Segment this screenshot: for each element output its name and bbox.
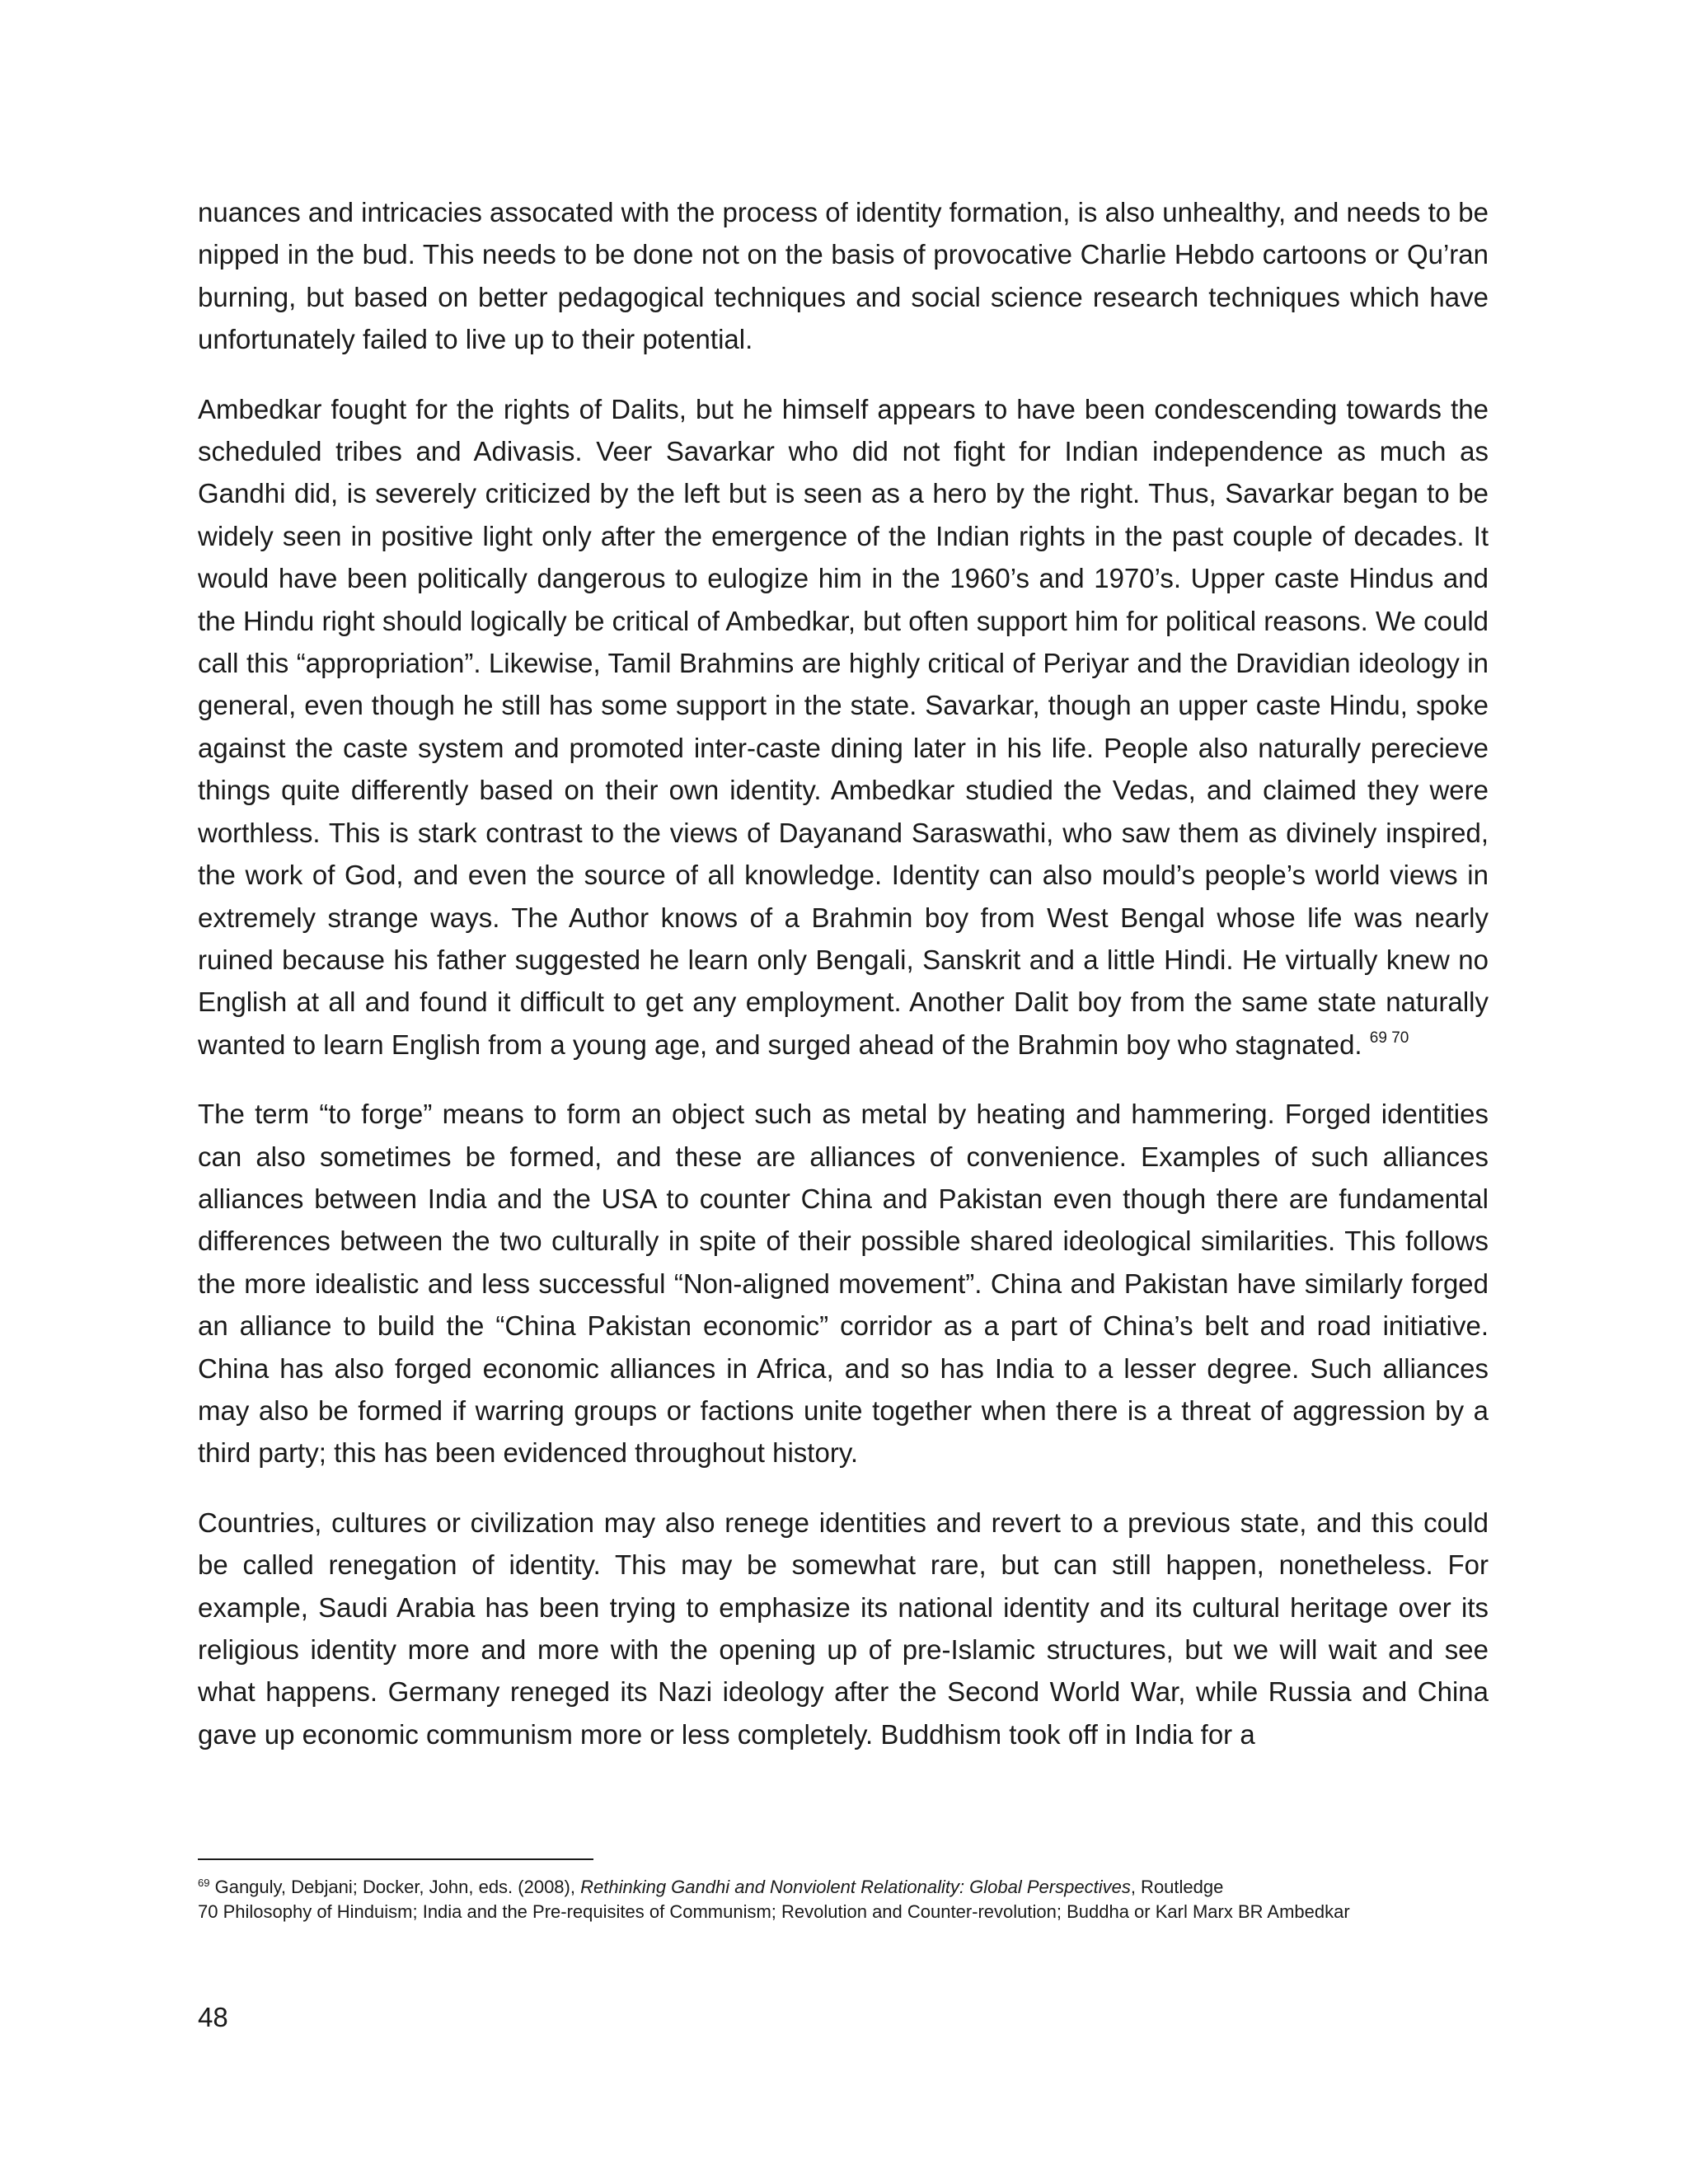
footnote-book-title: Rethinking Gandhi and Nonviolent Relationality: Global Perspectives xyxy=(580,1877,1131,1897)
page-number: 48 xyxy=(198,2002,228,2032)
paragraph-2-text: Ambedkar fought for the rights of Dalits, but he himself appears to have been condescending towards the scheduled tribes and Adivasis. Veer Savarkar who did not fight for Indian independence as much as Gandhi did, is severely criticized by the left but is seen as a hero by the right. Thus, Savarkar began to be widely seen in positive light only after the emergence of the Indian rights in the past couple of decades. It would have been politically dangerous to eulogize him in the 1960’s and 1970’s. Upper caste Hindus and the Hindu right should logically be critical of Ambedkar, but often support him for political reasons. We could call this “appropriation”. Likewise, Tamil Brahmins are highly critical of Periyar and the Dravidian ideology in general, even though he still has some support in the state. Savarkar, though an upper caste Hindu, spoke against the caste system and promoted inter-caste dining later in his life. People also naturally perecieve things quite differently based on their own identity. Ambedkar studied the Vedas, and claimed they were worthless. This is stark contrast to the views of Dayanand Saraswathi, who saw them as divinely inspired, the work of God, and even the source of all knowledge. Identity can also mould’s people’s world views in extremely strange ways. The Author knows of a Brahmin boy from West Bengal whose life was nearly ruined because his father suggested he learn only Bengali, Sanskrit and a little Hindi. He virtually knew no English at all and found it difficult to get any employment. Another Dalit boy from the same state naturally wanted to learn English from a young age, and surged ahead of the Brahmin boy who stagnated. xyxy=(198,393,1489,1060)
footnotes xyxy=(198,1858,1489,1924)
footnote-text-before: Ganguly, Debjani; Docker, John, eds. (2008), xyxy=(214,1877,581,1897)
footnote-69 xyxy=(198,1875,1489,1900)
paragraph-2 xyxy=(198,388,1489,1066)
page-body xyxy=(198,191,1489,1783)
paragraph-3: The term “to forge” means to form an object such as metal by heating and hammering. Forged identities can also sometimes be formed, and these are alliances of convenience. Examples of such alliances alliances between India and the USA to counter China and Pakistan even though there are fundamental differences between the two culturally in spite of their possible shared ideological similarities. This follows the more idealistic and less successful “Non-aligned movement”. China and Pakistan have similarly forged an alliance to build the “China Pakistan economic” corridor as a part of China’s belt and road initiative. China has also forged economic alliances in Africa, and so has India to a lesser degree. Such alliances may also be formed if warring groups or factions unite together when there is a threat of aggression by a third party; this has been evidenced throughout history. xyxy=(198,1099,1489,1469)
footnote-text-after: , Routledge xyxy=(1130,1877,1224,1897)
paragraph-1: nuances and intricacies assocated with the process of identity formation, is also unhealthy, and needs to be nipped in the bud. This needs to be done not on the basis of provocative Charlie Hebdo cartoons or Qu’ran burning, but based on better pedagogical techniques and social science research techniques which have unfortunately failed to live up to their potential. xyxy=(198,197,1489,355)
footnote-reference[interactable]: 69 70 xyxy=(1369,1029,1409,1047)
footnote-number: 69 xyxy=(198,1877,210,1889)
paragraph-4: Countries, cultures or civilization may also renege identities and revert to a previous state, and this could be called renegation of identity. This may be somewhat rare, but can still happen, nonetheless. For example, Saudi Arabia has been trying to emphasize its national identity and its cultural heritage over its religious identity more and more with the opening up of pre-Islamic structures, but we will wait and see what happens. Germany reneged its Nazi ideology after the Second World War, while Russia and China gave up economic communism more or less completely. Buddhism took off in India for a xyxy=(198,1507,1489,1750)
footnote-divider xyxy=(198,1858,593,1860)
footnote-70: 70 Philosophy of Hinduism; India and the Pre-requisites of Communism; Revolution and Counter-revolution; Buddha or Karl Marx BR Ambedkar xyxy=(198,1901,1350,1922)
